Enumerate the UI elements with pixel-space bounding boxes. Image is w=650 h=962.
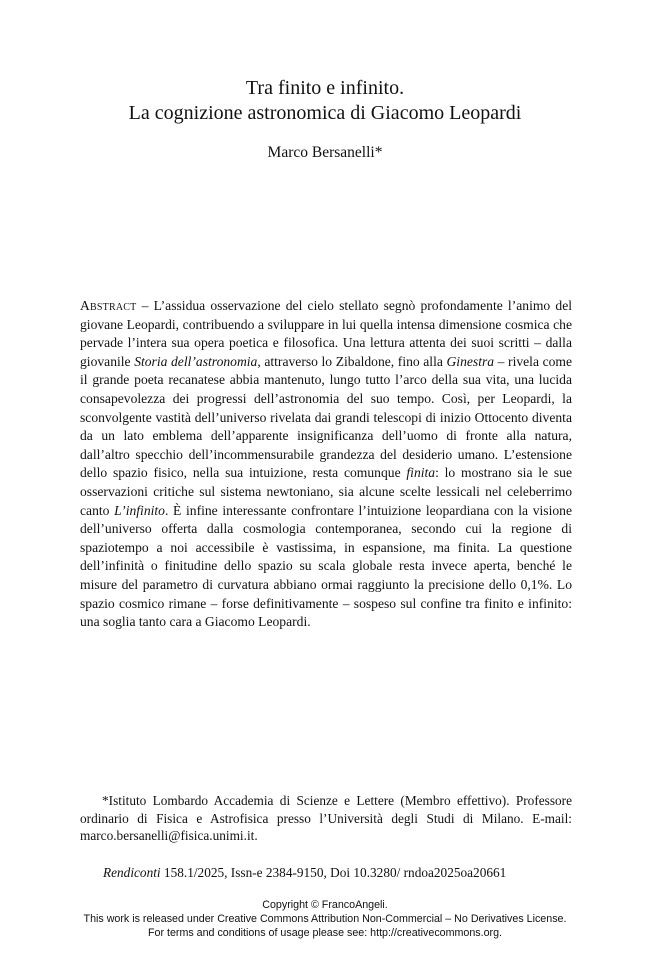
copyright-notice <box>0 898 650 940</box>
abstract-italic-3: finita <box>406 465 436 481</box>
abstract-paragraph <box>80 297 572 632</box>
abstract-italic-4: L’infinito <box>114 502 165 518</box>
abstract-label: Abstract <box>80 298 137 313</box>
copyright-line-2: This work is released under Creative Commons Attribution Non-Commercial – No Derivatives License. <box>83 913 567 925</box>
abstract-text-3: – rivela come il grande poeta recanatese abbia mantenuto, lungo tutto l’arco della sua vita, una lucida consapevolezza dei progressi dell’astronomia del suo tempo. Così, per Leopardi, la sconvolgente vastità dell’universo rivelata dai grandi telescopi di inizio Ottocento diventa da un lato emblema dell’apparente insignificanza dell’uomo di fronte alla natura, dall’altro specchio dell’incommensurabile grandezza del desiderio umano. L’estensione dello spazio fisico, nella sua intuizione, resta comunque <box>80 353 573 481</box>
abstract-text-5: . È infine interessante confrontare l’intuizione leopardiana con la visione dell’universo offerta dalla cosmologia contemporanea, secondo cui la regione di spaziotempo a noi accessibile è vastissima, in espansione, ma finita. La questione dell’infinità o finitudine dello spazio su scala globale resta invece aperta, benché le misure del parametro di curvatura abbiano ormai raggiunto la precisione dello 0,1%. Lo spazio cosmico rimane – forse definitivamente – sospeso sul confine tra finito e infinito: una soglia tanto cara a Giacomo Leopardi. <box>80 502 572 630</box>
author-name: Marco Bersanelli* <box>267 144 383 161</box>
citation-details: 158.1/2025, Issn-e 2384-9150, Doi 10.3280/ rndoa2025oa20661 <box>160 865 507 880</box>
abstract-dash: – <box>136 298 154 313</box>
citation-line <box>103 864 603 882</box>
copyright-line-3: For terms and conditions of usage please see: http://creativecommons.org. <box>147 927 503 939</box>
abstract-text-4: : lo mostrano sia le sue osservazioni critiche sul sistema newtoniano, sia alcune scelte lessicali nel celeberrimo canto <box>80 465 573 518</box>
author-footnote: *Istituto Lombardo Accademia di Scienze e Lettere (Membro effettivo). Professore ordinario di Fisica e Astrofisica presso l’Università degli Studi di Milano. E-mail: marco.bersanelli@fisica.unimi.it. <box>80 793 572 843</box>
abstract-text-2: , attraverso lo Zibaldone, fino alla <box>257 353 447 369</box>
abstract-italic-2: Ginestra <box>446 353 495 369</box>
title-line-1: Tra finito e infinito. <box>245 77 405 99</box>
citation-journal: Rendiconti <box>103 865 161 880</box>
title-line-2: La cognizione astronomica di Giacomo Leopardi <box>128 102 522 124</box>
abstract-italic-1: Storia dell’astronomia <box>134 353 258 369</box>
abstract-text-1: L’assidua osservazione del cielo stellato segnò profondamente l’animo del giovane Leopardi, contribuendo a sviluppare in lui quella intensa dimensione cosmica che pervade l’intera sua opera poetica e filosofica. Una lettura attenta dei suoi scritti – dalla giovanile <box>80 298 572 369</box>
copyright-line-1: Copyright © FrancoAngeli. <box>262 899 388 911</box>
